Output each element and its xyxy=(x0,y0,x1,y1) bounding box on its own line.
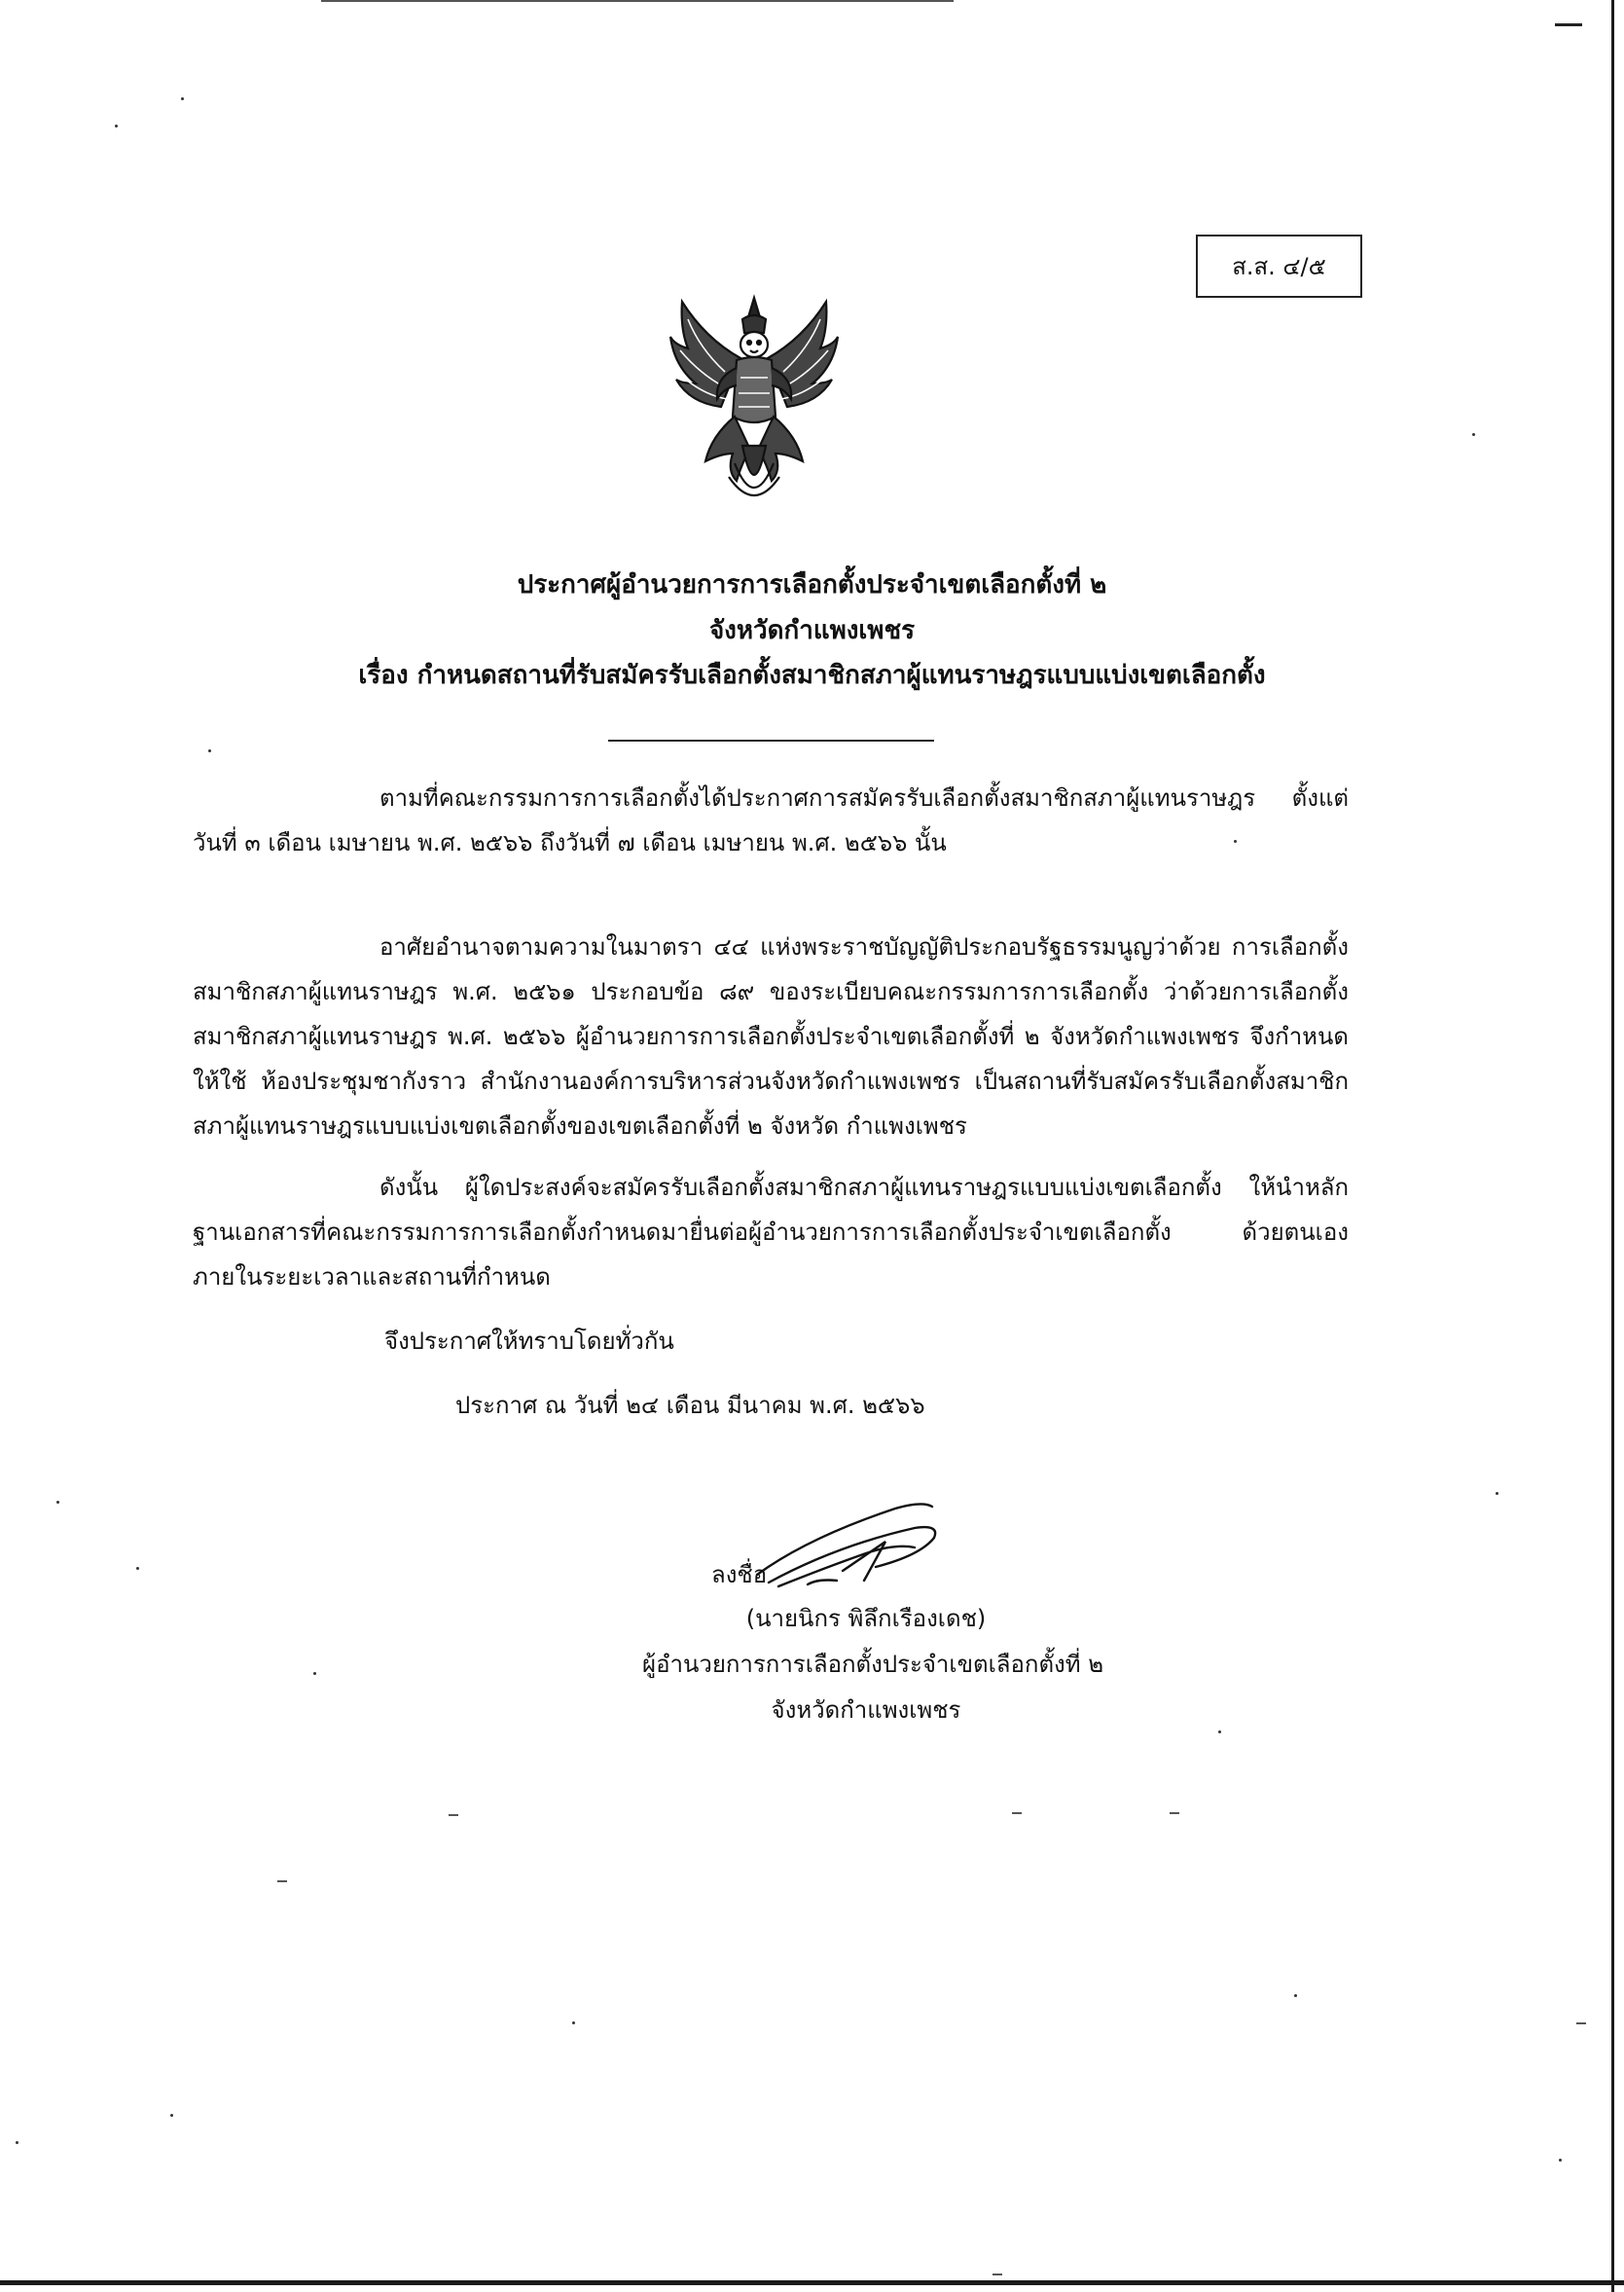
signatory-name: (นายนิกร พิลึกเรืองเดช) xyxy=(745,1605,987,1632)
form-code: ส.ส. ๔/๕ xyxy=(1232,253,1326,280)
scan-dash xyxy=(992,2274,1002,2275)
heading-subject: เรื่อง กำหนดสถานที่รับสมัครรับเลือกตั้งสมาชิกสภาผู้แทนราษฎรแบบแบ่งเขตเลือกตั้ง xyxy=(358,661,1266,690)
scan-speck xyxy=(115,125,118,127)
signatory-position: ผู้อำนวยการการเลือกตั้งประจำเขตเลือกตั้งที่ ๒ xyxy=(642,1651,1104,1678)
scan-speck xyxy=(16,2141,18,2144)
date-line: ประกาศ ณ วันที่ ๒๔ เดือน มีนาคม พ.ศ. ๒๕๖๖ xyxy=(455,1392,925,1419)
scan-dash xyxy=(1012,1812,1022,1814)
scan-speck xyxy=(181,97,184,100)
scan-speck xyxy=(208,749,211,752)
scan-edge-bottom xyxy=(0,2280,1624,2285)
scan-edge-right xyxy=(1611,0,1614,2292)
scan-dash xyxy=(277,1880,287,1882)
closing-statement: จึงประกาศให้ทราบโดยทั่วกัน xyxy=(384,1328,674,1355)
form-code-box xyxy=(1196,235,1362,298)
scan-speck xyxy=(136,1567,139,1570)
garuda-emblem-icon xyxy=(667,290,842,514)
signatory-province: จังหวัดกำแพงเพชร xyxy=(771,1696,961,1724)
scan-speck xyxy=(1294,1994,1297,1997)
paragraph-3: ดังนั้น ผู้ใดประสงค์จะสมัครรับเลือกตั้งสมาชิกสภาผู้แทนราษฎรแบบแบ่งเขตเลือกตั้ง ให้นำหลักฐานเอกสารที่คณะกรรมการการเลือกตั้งกำหนดมายื่นต่อผู้อำนวยการการเลือกตั้งประจำเขตเลือกตั้ง ด้วยตนเองภายในระยะเวลาและสถานที่กำหนด xyxy=(193,1174,1349,1291)
scan-dash xyxy=(1576,2022,1586,2024)
handwritten-signature-icon xyxy=(749,1499,954,1596)
scan-speck xyxy=(1496,1492,1498,1495)
heading-line-1: ประกาศผู้อำนวยการการเลือกตั้งประจำเขตเลือกตั้งที่ ๒ xyxy=(517,570,1107,600)
heading-line-2: จังหวัดกำแพงเพชร xyxy=(708,616,916,645)
scan-speck xyxy=(1472,433,1475,436)
scan-speck xyxy=(313,1672,316,1675)
scan-dash xyxy=(1170,1812,1179,1814)
heading-divider xyxy=(608,740,934,742)
paragraph-2: อาศัยอำนาจตามความในมาตรา ๔๔ แห่งพระราชบัญญัติประกอบรัฐธรรมนูญว่าด้วย การเลือกตั้งสมาชิกสภาผู้แทนราษฎร พ.ศ. ๒๕๖๑ ประกอบข้อ ๘๙ ของระเบียบคณะกรรมการการเลือกตั้ง ว่าด้วยการเลือกตั้งสมาชิกสภาผู้แทนราษฎร พ.ศ. ๒๕๖๖ ผู้อำนวยการการเลือกตั้งประจำเขตเลือกตั้งที่ ๒ จังหวัดกำแพงเพชร จึงกำหนดให้ใช้ ห้องประชุมชากังราว สำนักงานองค์การบริหารส่วนจังหวัดกำแพงเพชร เป็นสถานที่รับสมัครรับเลือกตั้งสมาชิกสภาผู้แทนราษฎรแบบแบ่งเขตเลือกตั้งของเขตเลือกตั้งที่ ๒ จังหวัด กำแพงเพชร xyxy=(193,933,1349,1140)
scan-mark xyxy=(1555,23,1582,26)
scan-speck xyxy=(56,1501,59,1504)
scan-speck xyxy=(572,2021,575,2024)
scan-speck xyxy=(1559,2159,1562,2162)
scan-edge-top xyxy=(321,0,954,2)
scan-speck xyxy=(1218,1730,1221,1733)
paragraph-1: ตามที่คณะกรรมการการเลือกตั้งได้ประกาศการสมัครรับเลือกตั้งสมาชิกสภาผู้แทนราษฎร ตั้งแต่วันที่ ๓ เดือน เมษายน พ.ศ. ๒๕๖๖ ถึงวันที่ ๗ เดือน เมษายน พ.ศ. ๒๕๖๖ นั้น xyxy=(193,784,1349,856)
signature-prefix: ลงชื่อ xyxy=(711,1561,768,1588)
scan-speck xyxy=(170,2114,173,2117)
scan-dash xyxy=(449,1814,458,1816)
